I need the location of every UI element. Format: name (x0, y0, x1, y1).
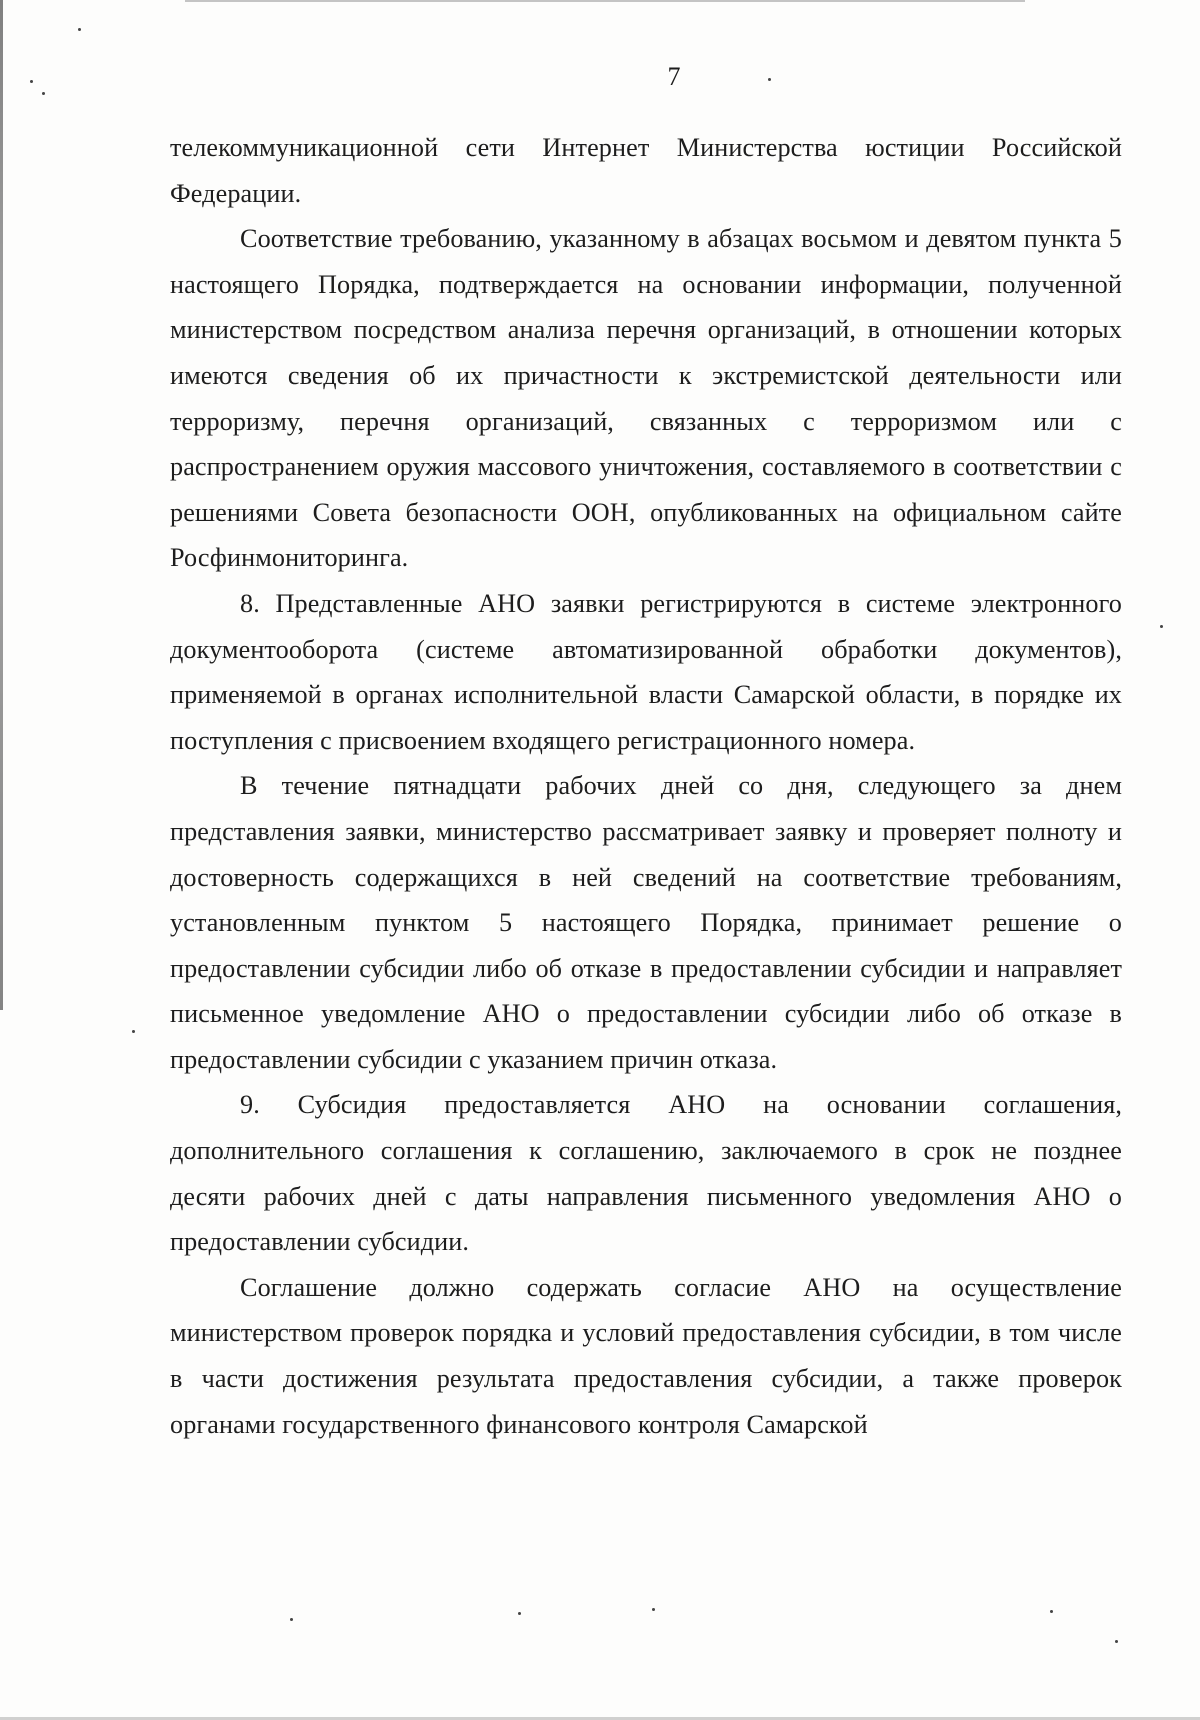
scan-speck (132, 1030, 135, 1033)
scan-speck (30, 80, 33, 83)
paragraph: Соответствие требованию, указанному в абзацах восьмом и девятом пункта 5 настоящего Порядка, подтверждается на основании информации, полученной министерством посредством анализа перечня организаций, в отношении которых имеются сведения об их причастности к экстремистской деятельности или терроризму, перечня организаций, связанных с терроризмом или с распространением оружия массового уничтожения, составляемого в соответствии с решениями Совета безопасности ООН, опубликованных на официальном сайте Росфинмониторинга. (170, 224, 1122, 573)
paragraph-item-8: 8. Представленные АНО заявки регистрируются в системе электронного документооборота (системе автоматизированной обработки документов), применяемой в органах исполнительной власти Самарской области, в порядке их поступления с присвоением входящего регистрационного номера. (170, 588, 1122, 755)
scan-speck (1160, 625, 1163, 628)
scan-speck (518, 1612, 521, 1615)
scan-speck (1050, 1610, 1053, 1613)
scan-speck (42, 92, 45, 95)
scan-speck (652, 1608, 655, 1611)
document-body (170, 125, 1122, 1447)
paragraph-continuation: телекоммуникационной сети Интернет Министерства юстиции Российской Федерации. (170, 133, 1122, 208)
paragraph-item-9: 9. Субсидия предоставляется АНО на основании соглашения, дополнительного соглашения к соглашению, заключаемого в срок не позднее десяти рабочих дней с даты направления письменного уведомления АНО о предоставлении субсидии. (170, 1090, 1122, 1257)
scan-top-edge (185, 0, 1025, 2)
scan-speck (768, 78, 771, 81)
paragraph: Соглашение должно содержать согласие АНО на осуществление министерством проверок порядка и условий предоставления субсидии, в том числе в части достижения результата предоставления субсидии, а также проверок органами государственного финансового контроля Самарской (170, 1272, 1122, 1439)
scan-left-edge (0, 0, 3, 1010)
scan-speck (78, 28, 81, 31)
paragraph: В течение пятнадцати рабочих дней со дня, следующего за днем представления заявки, министерство рассматривает заявку и проверяет полноту и достоверность содержащихся в ней сведений на соответствие требованиям, установленным пунктом 5 настоящего Порядка, принимает решение о предоставлении субсидии либо об отказе в предоставлении субсидии и направляет письменное уведомление АНО о предоставлении субсидии либо об отказе в предоставлении субсидии с указанием причин отказа. (170, 771, 1122, 1074)
scan-speck (1115, 1640, 1118, 1643)
scan-speck (290, 1618, 293, 1621)
page-number: 7 (667, 62, 681, 91)
